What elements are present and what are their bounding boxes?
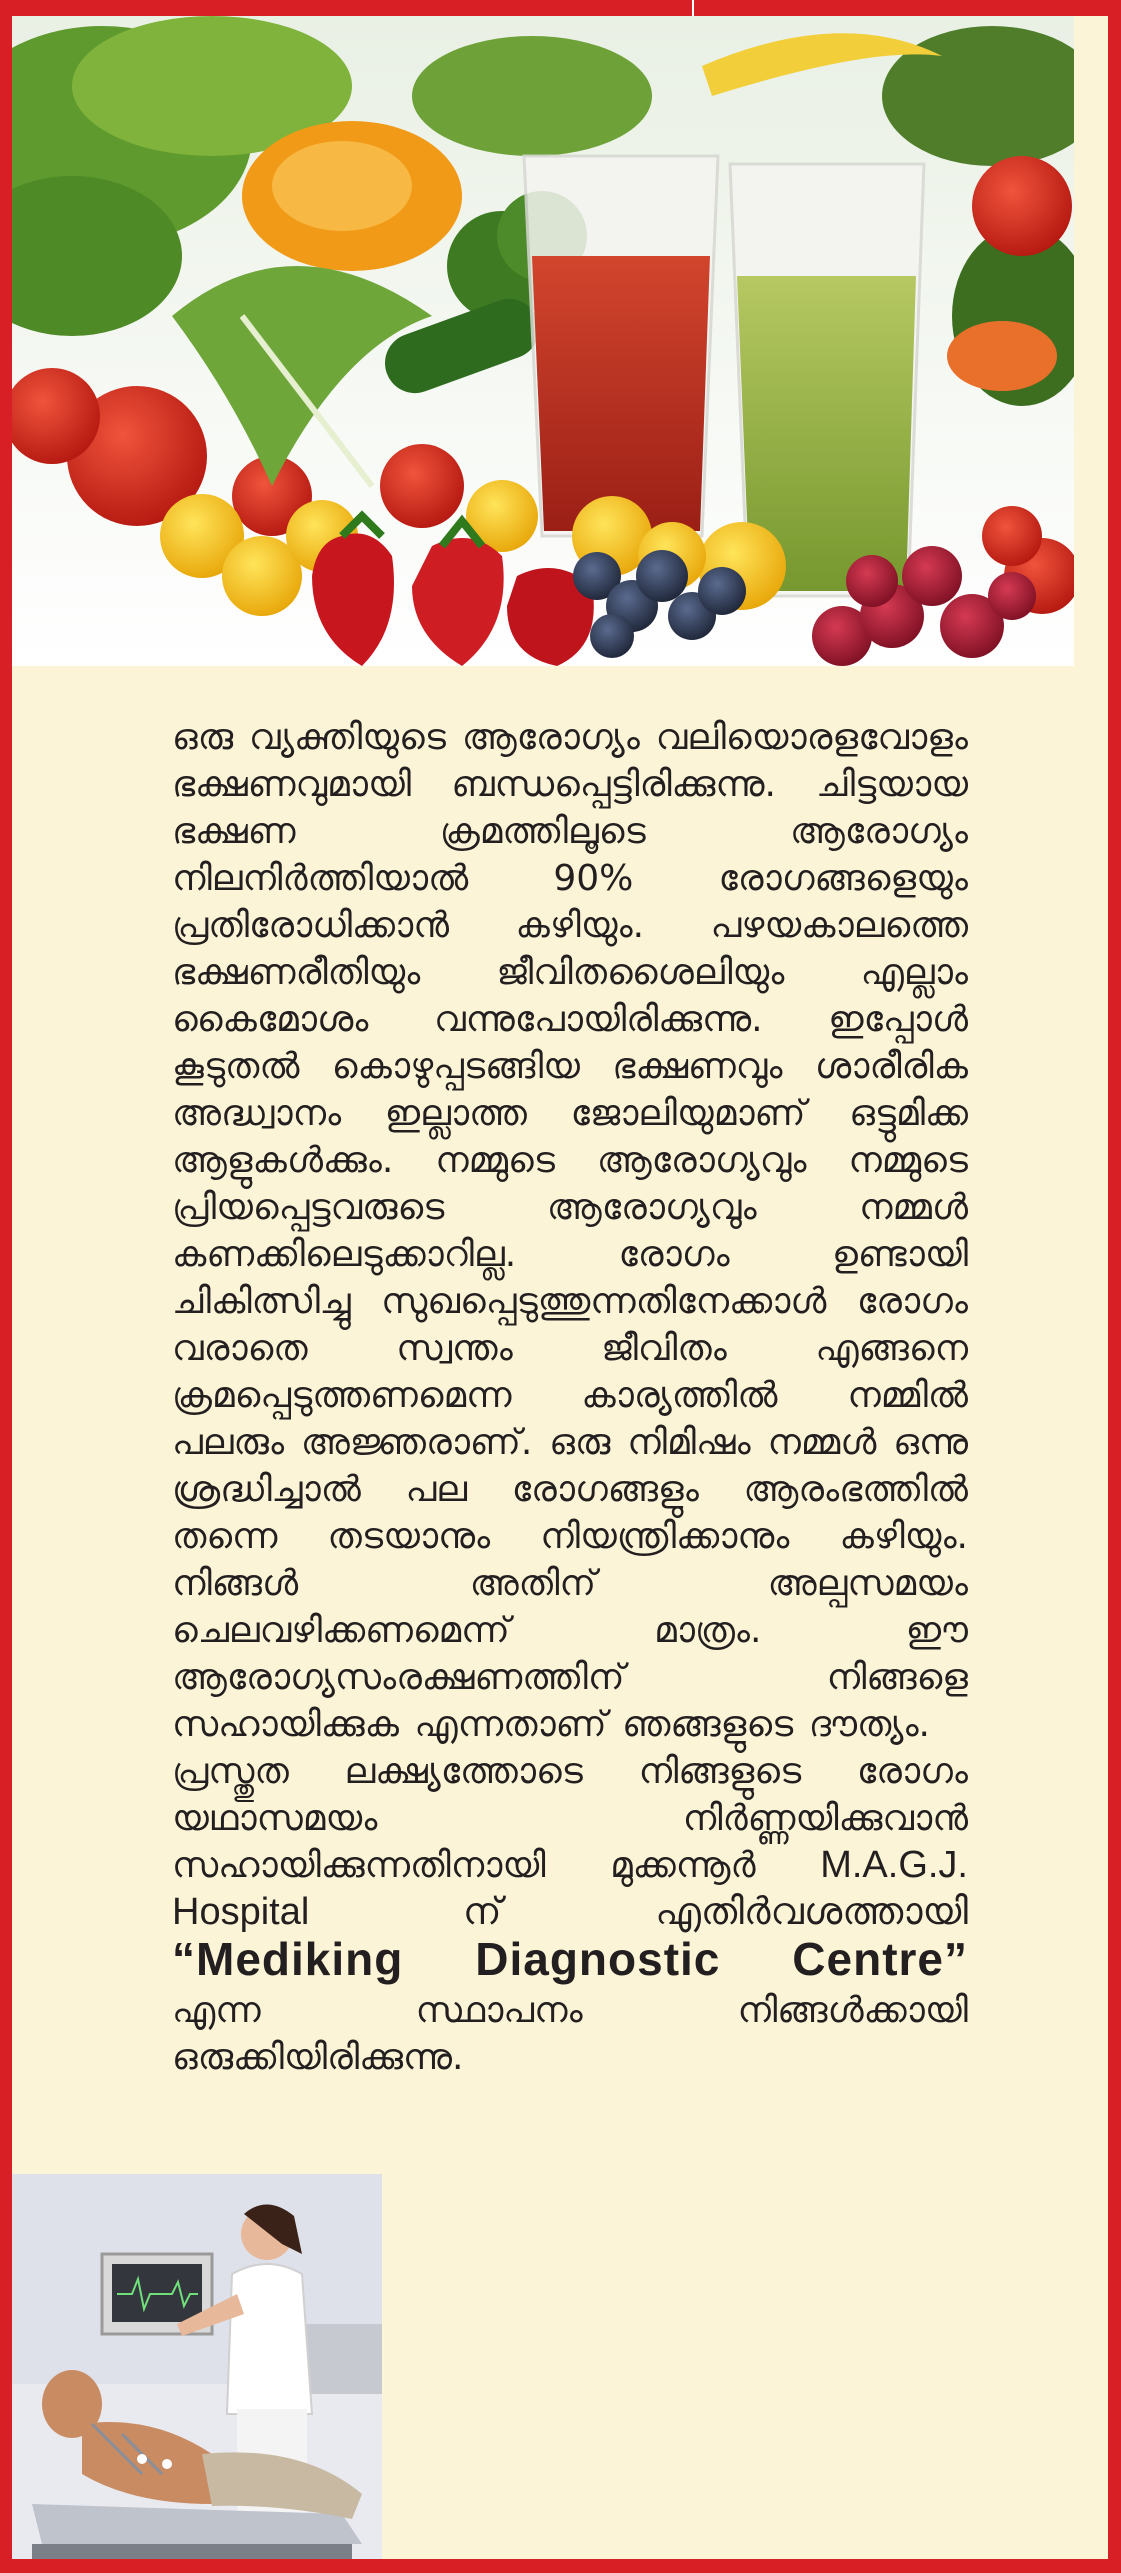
centre-name: “Mediking Diagnostic Centre” (172, 1933, 968, 1985)
article-paragraph-2-intro: പ്രസ്തുത ലക്ഷ്യത്തോടെ നിങ്ങളുടെ രോഗം യഥാസമയം നിർണ്ണയിക്കുവാൻ സഹായിക്കുന്നതിനായി മുക്കന്നൂർ (172, 1751, 968, 1886)
article-body (172, 714, 968, 2081)
hospital-direction: ന് എതിർവശത്തായി (462, 1891, 968, 1933)
article-paragraph-2-end: എന്ന സ്ഥാപനം നിങ്ങൾക്കായി ഒരുക്കിയിരിക്കുന്നു. (172, 1990, 968, 2078)
centre-name-text: Mediking Diagnostic Centre (196, 1933, 944, 1985)
top-border-notch (12, 0, 694, 16)
article-paragraph-1: ഒരു വ്യക്തിയുടെ ആരോഗ്യം വലിയൊരളവോളം ഭക്ഷണവുമായി ബന്ധപ്പെട്ടിരിക്കുന്നു. ചിട്ടയായ ഭക്ഷണ ക്രമത്തിലൂടെ ആരോഗ്യം നിലനിർത്തിയാൽ 90% രോഗങ്ങളെയും പ്രതിരോധിക്കാൻ കഴിയും. പഴയകാലത്തെ ഭക്ഷണരീതിയും ജീവിതശൈലിയും എല്ലാം കൈമോശം വന്നുപോയിരിക്കുന്നു. ഇപ്പോൾ കൂടുതൽ കൊഴുപ്പടങ്ങിയ ഭക്ഷണവും ശാരീരിക അദ്ധ്വാനം ഇല്ലാത്ത ജോലിയുമാണ് ഒട്ടുമിക്ക ആളുകൾക്കും. നമ്മുടെ ആരോഗ്യവും നമ്മുടെ പ്രിയപ്പെട്ടവരുടെ ആരോഗ്യവും നമ്മൾ കണക്കിലെടുക്കാറില്ല. രോഗം ഉണ്ടായി ചികിത്സിച്ചു സുഖപ്പെടുത്തുന്നതിനേക്കാൾ രോഗം വരാതെ സ്വന്തം ജീവിതം എങ്ങനെ ക്രമപ്പെടുത്തണമെന്ന കാര്യത്തിൽ നമ്മിൽ പലരും അജ്ഞരാണ്. ഒരു നിമിഷം നമ്മൾ ഒന്നു ശ്രദ്ധിച്ചാൽ പല രോഗങ്ങളും ആരംഭത്തിൽ തന്നെ തടയാനും നിയന്ത്രിക്കാനും കഴിയും. നിങ്ങൾ അതിന് അല്പസമയം ചെലവഴിക്കണമെന്ന് മാത്രം. ഈ ആരോഗ്യസംരക്ഷണത്തിന് നിങ്ങളെ സഹായിക്കുക എന്നതാണ് ഞങ്ങളുടെ ദൗത്യം. (172, 717, 968, 1745)
brochure-page (12, 16, 1108, 2559)
ecg-examination-image (12, 2174, 382, 2559)
article-paragraph-2 (172, 1748, 968, 2081)
hospital-name: M.A.G.J. Hospital (172, 1844, 968, 1933)
vegetables-and-juice-image (12, 16, 1074, 666)
